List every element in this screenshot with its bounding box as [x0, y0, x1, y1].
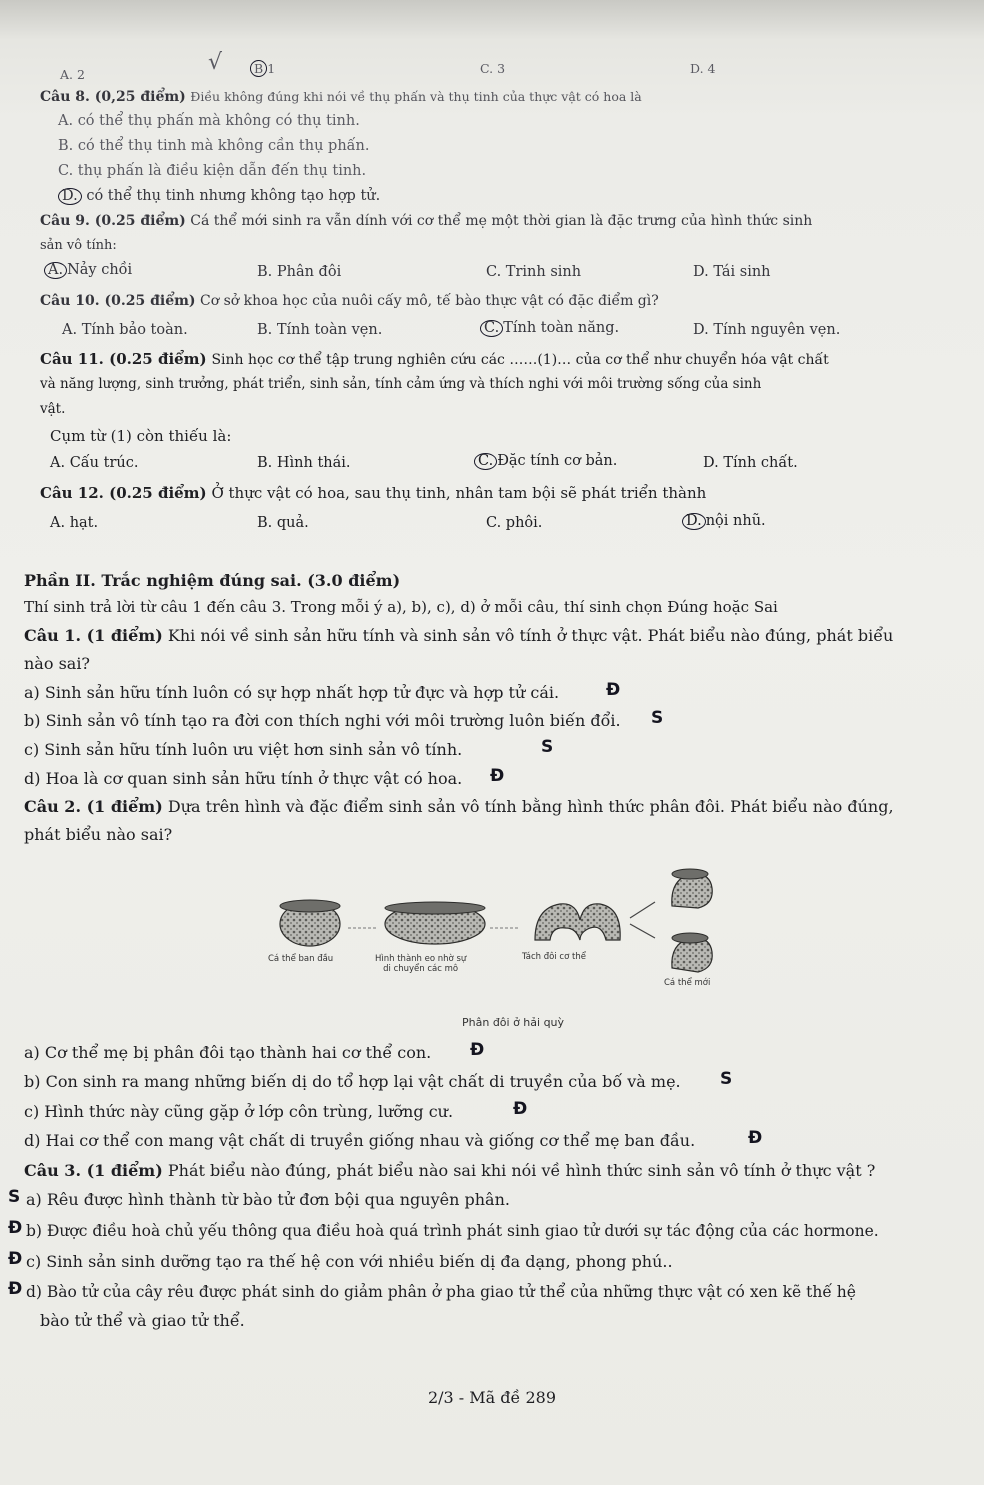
tf-question-2-cont: phát biểu nào sai?: [24, 825, 173, 844]
tf-question-1-cont: nào sai?: [24, 654, 91, 673]
question-11-prompt: Cụm từ (1) còn thiếu là:: [50, 427, 232, 445]
q11-option-c: C. Đặc tính cơ bản.: [474, 453, 617, 470]
new-anemone-bottom: [672, 933, 712, 972]
tf-question-2: Câu 2. (1 điểm) Dựa trên hình và đặc điểm sinh sản vô tính bằng hình thức phân đôi. Phát biểu nào đúng,: [24, 797, 894, 816]
figure-label-original: Cá thể ban đầu: [268, 954, 334, 964]
tf2-mark-d: Đ: [748, 1128, 763, 1148]
q9-option-c: C. Trinh sinh: [486, 264, 582, 280]
q11-option-b: B. Hình thái.: [257, 455, 351, 471]
tf1-statement-b: b) Sinh sản vô tính tạo ra đời con thích nghi với môi trường luôn biến đổi.: [24, 711, 621, 730]
tf3-statement-a: a) Rêu được hình thành từ bào tử đơn bội qua nguyên phân.: [26, 1190, 510, 1209]
tf-question-3: Câu 3. (1 điểm) Phát biểu nào đúng, phát biểu nào sai khi nói về hình thức sinh sản vô tính ở thực vật ?: [24, 1161, 876, 1180]
tf2-statement-a: a) Cơ thể mẹ bị phân đôi tạo thành hai cơ thể con.: [24, 1043, 432, 1062]
question-11: Câu 11. (0.25 điểm) Sinh học cơ thể tập trung nghiên cứu các ……(1)… của cơ thể như chuyển hóa vật chất: [40, 350, 829, 368]
part-2-heading: Phần II. Trắc nghiệm đúng sai. (3.0 điểm): [24, 571, 401, 590]
top-option-c: C. 3: [480, 61, 506, 76]
top-option-b: B 1: [250, 60, 275, 78]
q11-option-d: D. Tính chất.: [703, 455, 798, 471]
q9-option-b: B. Phân đôi: [257, 264, 342, 280]
tf1-statement-c: c) Sinh sản hữu tính luôn ưu việt hơn sinh sản vô tính.: [24, 740, 463, 759]
q9-option-d: D. Tái sinh: [693, 264, 771, 280]
q12-option-c: C. phôi.: [486, 515, 543, 531]
question-10: Câu 10. (0.25 điểm) Cơ sở khoa học của nuôi cấy mô, tế bào thực vật có đặc điểm gì?: [40, 293, 659, 309]
figure-label-split: Tách đôi cơ thể: [522, 952, 586, 962]
tf2-mark-c: Đ: [513, 1099, 528, 1119]
tf1-mark-c: S: [541, 737, 554, 757]
tf1-statement-d: d) Hoa là cơ quan sinh sản hữu tính ở thực vật có hoa.: [24, 769, 463, 788]
constricting-anemone: [385, 902, 485, 944]
q8-option-c: C. thụ phấn là điều kiện dẫn đến thụ tinh.: [58, 163, 367, 179]
checkmark-icon: √: [208, 50, 223, 75]
tf2-statement-d: d) Hai cơ thể con mang vật chất di truyền giống nhau và giống cơ thể mẹ ban đầu.: [24, 1131, 696, 1150]
tf2-statement-c: c) Hình thức này cũng gặp ở lớp côn trùng, lưỡng cư.: [24, 1102, 454, 1121]
question-11-cont2: vật.: [40, 401, 66, 417]
figure-label-new: Cá thể mới: [664, 978, 711, 988]
tf3-mark-c: Đ: [8, 1249, 23, 1269]
q11-option-a: A. Cấu trúc.: [50, 455, 139, 471]
top-option-d: D. 4: [690, 61, 716, 76]
q10-option-c: C. Tính toàn năng.: [480, 320, 619, 337]
figure-label-constriction: Hình thành eo nhờ sự di chuyển các mô: [375, 954, 467, 974]
question-8: Câu 8. (0,25 điểm) Điều không đúng khi nói về thụ phấn và thụ tinh của thực vật có hoa là: [40, 89, 642, 105]
top-option-a: A. 2: [60, 67, 85, 82]
tf3-statement-c: c) Sinh sản sinh dưỡng tạo ra thế hệ con với nhiều biến dị đa dạng, phong phú..: [26, 1252, 673, 1271]
q8-option-d: D. có thể thụ tinh nhưng không tạo hợp tử.: [58, 188, 380, 205]
page-footer: 2/3 - Mã đề 289: [427, 1388, 557, 1407]
tf3-statement-b: b) Được điều hoà chủ yếu thông qua điều hoà quá trình phát sinh giao tử dưới sự tác động của các hormone.: [26, 1222, 879, 1240]
q10-option-b: B. Tính toàn vẹn.: [257, 322, 383, 338]
tf1-statement-a: a) Sinh sản hữu tính luôn có sự hợp nhất hợp tử đực và hợp tử cái.: [24, 683, 560, 702]
q9-option-a: A. Nảy chồi: [44, 262, 132, 279]
q8-option-a: A. có thể thụ phấn mà không có thụ tinh.: [58, 113, 360, 129]
part-2-instruction: Thí sinh trả lời từ câu 1 đến câu 3. Trong mỗi ý a), b), c), d) ở mỗi câu, thí sinh chọn Đúng hoặc Sai: [24, 598, 778, 616]
question-12: Câu 12. (0.25 điểm) Ở thực vật có hoa, sau thụ tinh, nhân tam bội sẽ phát triển thành: [40, 484, 707, 502]
tf3-statement-d: d) Bào tử của cây rêu được phát sinh do giảm phân ở pha giao tử thể của những thực vật có xen kẽ thế hệ: [26, 1283, 856, 1301]
q10-option-a: A. Tính bảo toàn.: [62, 322, 188, 338]
question-11-cont: và năng lượng, sinh trưởng, phát triển, sinh sản, tính cảm ứng và thích nghi với môi trường sống của sinh: [40, 376, 762, 392]
new-anemone-top: [672, 869, 712, 908]
splitting-anemone: [535, 904, 620, 940]
tf3-mark-b: Đ: [8, 1218, 23, 1238]
tf3-statement-d-cont: bào tử thể và giao tử thể.: [40, 1311, 245, 1330]
question-9: Câu 9. (0.25 điểm) Cá thể mới sinh ra vẫn dính với cơ thể mẹ một thời gian là đặc trưng của hình thức sinh: [40, 213, 813, 229]
arrow-down: [630, 924, 655, 938]
tf1-mark-b: S: [651, 708, 664, 728]
q8-option-b: B. có thể thụ tinh mà không cần thụ phấn.: [58, 138, 370, 154]
q10-option-d: D. Tính nguyên vẹn.: [693, 322, 841, 338]
arrow-up: [630, 902, 655, 918]
sea-anemone-fission-figure: [250, 858, 770, 1008]
tf2-statement-b: b) Con sinh ra mang những biến dị do tổ hợp lại vật chất di truyền của bố và mẹ.: [24, 1072, 681, 1091]
tf2-mark-b: S: [720, 1069, 733, 1089]
q12-option-a: A. hạt.: [50, 515, 99, 531]
q12-option-b: B. quả.: [257, 515, 309, 531]
tf3-mark-d: Đ: [8, 1279, 23, 1299]
q12-option-d: D. nội nhũ.: [682, 513, 766, 530]
original-anemone: [280, 900, 340, 946]
tf3-mark-a: S: [8, 1187, 21, 1207]
tf-question-1: Câu 1. (1 điểm) Khi nói về sinh sản hữu tính và sinh sản vô tính ở thực vật. Phát biểu nào đúng, phát biểu: [24, 626, 894, 645]
question-9-cont: sản vô tính:: [40, 238, 117, 253]
tf2-mark-a: Đ: [470, 1040, 485, 1060]
tf1-mark-a: Đ: [606, 680, 621, 700]
tf1-mark-d: Đ: [490, 766, 505, 786]
figure-caption: Phân đôi ở hải quỳ: [462, 1016, 565, 1029]
